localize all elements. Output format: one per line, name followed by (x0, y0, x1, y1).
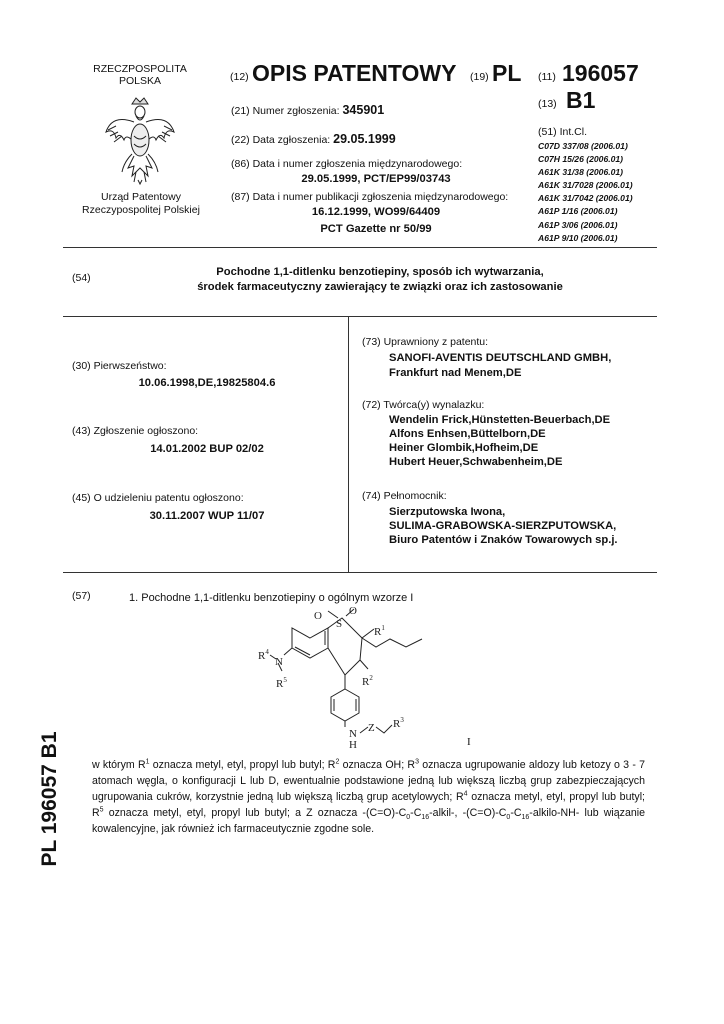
proprietor-label: (73) Uprawniony z patentu: (362, 336, 489, 348)
inventor: Alfons Enhsen,Büttelborn,DE (389, 428, 546, 440)
atom-n: N (275, 656, 283, 668)
inventors (389, 413, 610, 469)
divider (63, 247, 657, 248)
intl-pub-value: 16.12.1999, WO99/64409 (311, 206, 441, 218)
int-cl-item: C07D 337/08 (2006.01) (538, 141, 628, 151)
claim-intro: 1. Pochodne 1,1-ditlenku benzotiepiny o ogólnym wzorze I (129, 592, 414, 604)
office-line1: Urząd Patentowy (101, 191, 181, 203)
filing-date-value: 29.05.1999 (333, 132, 396, 146)
country-name (70, 63, 210, 87)
int-cl-list (538, 140, 633, 245)
gazette: PCT Gazette nr 50/99 (320, 223, 432, 235)
app-pub-value: 14.01.2002 BUP 02/02 (150, 443, 264, 455)
atom-s: S (336, 618, 343, 630)
inventor: Wendelin Frick,Hünstetten-Beuerbach,DE (389, 414, 611, 426)
inventor: Hubert Heuer,Schwabenheim,DE (389, 456, 563, 468)
title-line2: środek farmaceutyczny zawierający te związki oraz ich zastosowanie (197, 281, 563, 293)
side-patent-label: PL 196057 B1 (38, 731, 61, 867)
int-cl-item: A61P 1/16 (2006.01) (538, 206, 618, 217)
proprietor-line1: SANOFI-AVENTIS DEUTSCHLAND GMBH, (389, 352, 612, 364)
linker-z: Z (368, 722, 375, 734)
formula-label: I (467, 736, 471, 748)
doc-type-code: (12) (230, 71, 249, 83)
attorney-line3: Biuro Patentów i Znaków Towarowych sp.j. (389, 534, 618, 546)
substituent-r4: $R^4$ (258, 648, 269, 662)
atom-h: H (349, 739, 357, 751)
int-cl-label: (51) Int.Cl. (538, 126, 588, 138)
country-code: PL (492, 60, 522, 86)
substituent-r2: $R^2$ (362, 674, 373, 688)
int-cl-item: A61K 31/7028 (2006.01) (538, 180, 633, 191)
claims-code: (57) (72, 590, 91, 602)
priority-label: (30) Pierwszeństwo: (72, 360, 167, 372)
claim-text: w którym $R^1$ oznacza metyl, etyl, propyl lub butyl; $R^2$ oznacza OH; $R^3$ oznacza ugrupowanie aldozy lub ketozy o 3 - 7 atomach węgla, o konfiguracji L lub D, ewentualnie podstawione jedną lub większą liczbą grup zabezpieczających ugrupowania cukrów, korzystnie jedną lub większą liczbą grup acetylowych; $R^4$ oznacza metyl, etyl, propyl lub butyl; $R^5$ oznacza metyl, etyl, propyl lub butyl; a Z oznacza $-(C=O)-C_0-C_{16}-alkil-$, $-(C=O)-C_0-C_{16}-alkilo-NH-$ lub wiązanie kowalencyjne, jak również ich farmaceutycznie zgodne sole. (92, 758, 645, 835)
divider (63, 316, 657, 317)
filing-date-label: (22) Data zgłoszenia: (231, 134, 331, 146)
chemical-structure (250, 605, 490, 755)
attorney-line1: Sierzputowska Iwona, (389, 506, 506, 518)
priority-value: 10.06.1998,DE,19825804.6 (138, 377, 276, 389)
country-code-code: (19) (470, 71, 489, 83)
title-code: (54) (72, 272, 91, 284)
atom-o: O (349, 605, 357, 617)
substituent-r5: $R^5$ (276, 676, 287, 690)
attorney (389, 505, 618, 547)
filing-date (231, 132, 396, 146)
atom-n: N (349, 728, 357, 740)
patent-number-code: (11) (538, 71, 556, 83)
grant-label: (45) O udzieleniu patentu ogłoszono: (72, 492, 244, 504)
int-cl-item: A61K 31/7042 (2006.01) (538, 193, 633, 204)
substituent-r1: $R^1$ (374, 624, 385, 638)
patent-title (130, 265, 630, 295)
country-line1: RZECZPOSPOLITA (93, 63, 187, 75)
inventor: Heiner Glombik,Hofheim,DE (389, 442, 539, 454)
intl-filing-label: (86) Data i numer zgłoszenia międzynarodowego: (231, 158, 463, 170)
application-number-label: (21) Numer zgłoszenia: (231, 105, 340, 117)
app-pub-label: (43) Zgłoszenie ogłoszono: (72, 425, 199, 437)
divider (63, 572, 657, 573)
attorney-label: (74) Pełnomocnik: (362, 490, 447, 502)
kind-code: B1 (566, 87, 596, 113)
application-number-value: 345901 (342, 103, 385, 117)
int-cl-item: A61K 31/38 (2006.01) (538, 167, 624, 178)
inventors-label: (72) Twórca(y) wynalazku: (362, 399, 485, 411)
atom-o: O (314, 610, 322, 622)
int-cl-item: A61P 3/06 (2006.01) (538, 219, 618, 230)
office-line2: Rzeczypospolitej Polskiej (82, 204, 200, 216)
doc-type: OPIS PATENTOWY (252, 60, 457, 86)
title-line1: Pochodne 1,1-ditlenku benzotiepiny, sposób ich wytwarzania, (216, 266, 544, 278)
proprietor-line2: Frankfurt nad Menem,DE (389, 367, 522, 379)
grant-value: 30.11.2007 WUP 11/07 (149, 510, 265, 522)
attorney-line2: SULIMA-GRABOWSKA-SIERZPUTOWSKA, (389, 520, 617, 532)
patent-office-name (66, 191, 216, 217)
proprietor (389, 351, 611, 381)
column-divider (348, 316, 349, 572)
intl-pub-label: (87) Data i numer publikacji zgłoszenia międzynarodowego: (231, 191, 509, 203)
int-cl-item: C07H 15/26 (2006.01) (538, 154, 624, 165)
substituent-r3: $R^3$ (393, 716, 404, 730)
application-number (231, 103, 384, 117)
int-cl-item: A61P 9/10 (2006.01) (538, 232, 618, 243)
kind-code-code: (13) (538, 98, 557, 110)
patent-number: 196057 (562, 60, 639, 86)
country-line2: POLSKA (118, 75, 162, 87)
polish-eagle-emblem (102, 96, 178, 186)
intl-filing-value: 29.05.1999, PCT/EP99/03743 (301, 173, 451, 185)
